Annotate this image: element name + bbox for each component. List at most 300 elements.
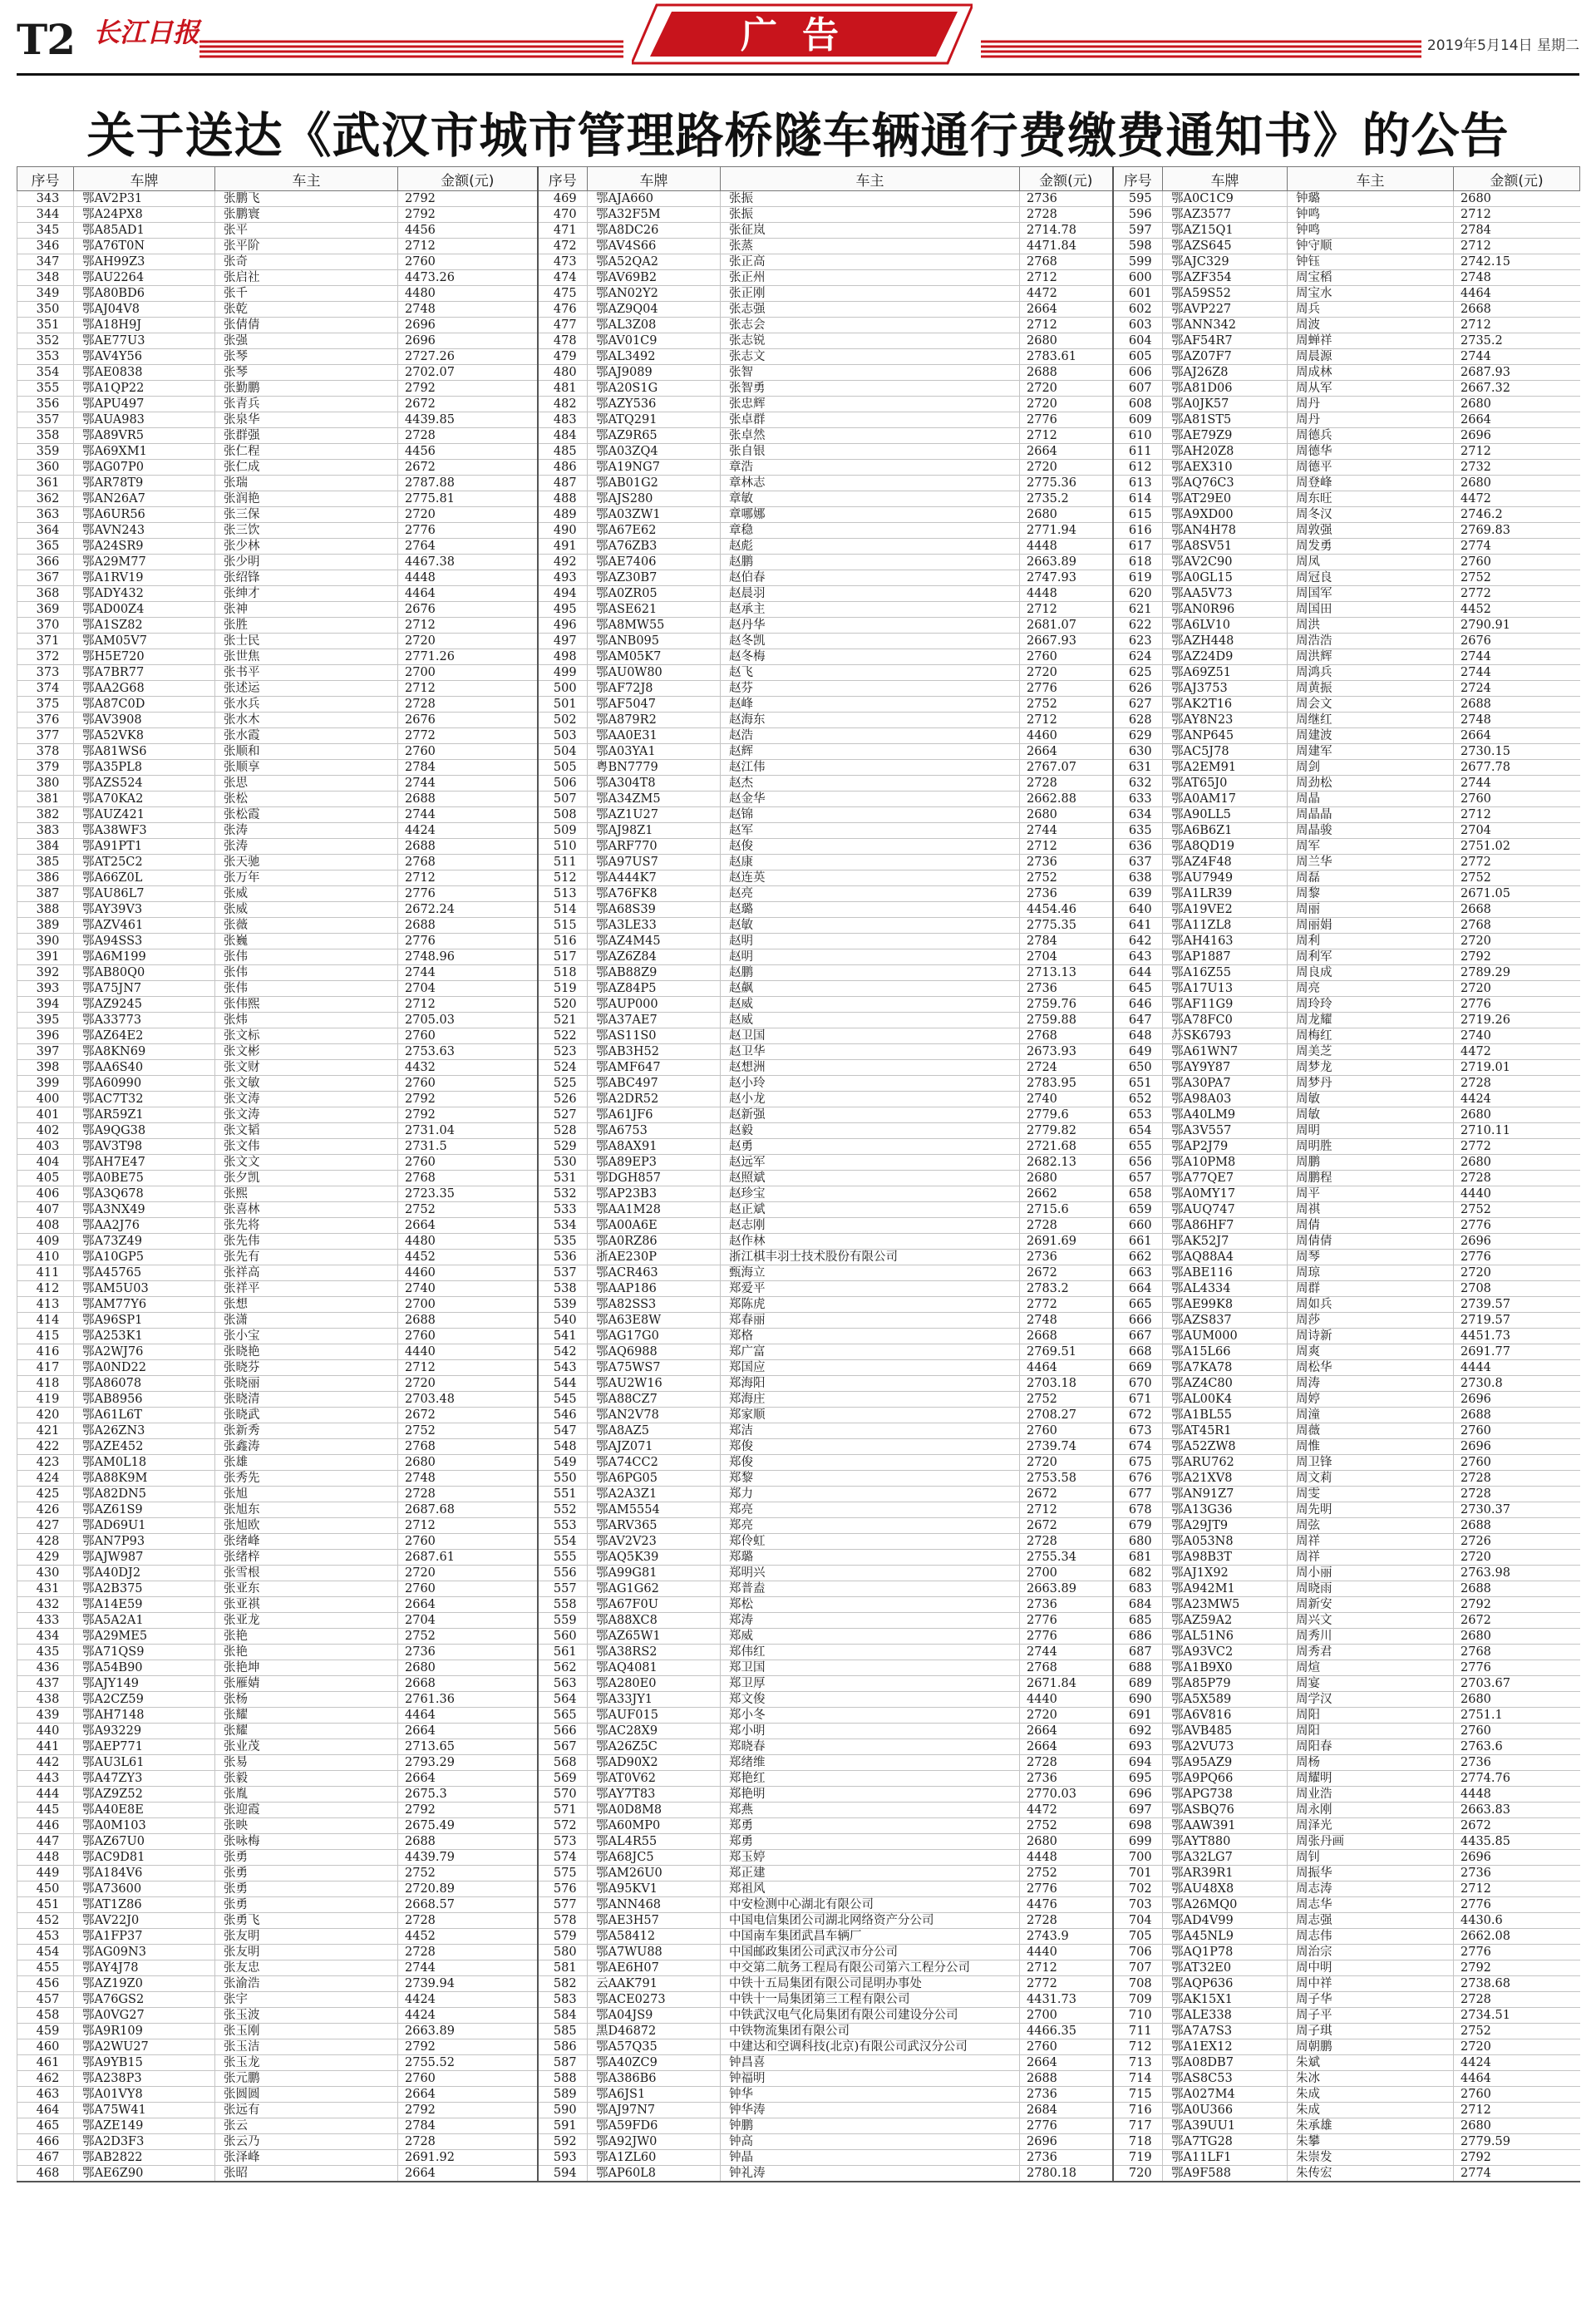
cell-owner: 张文韬 [215, 1123, 398, 1139]
cell-plate: 鄂AA6S40 [74, 1060, 215, 1076]
cell-amount: 2760 [1454, 792, 1580, 807]
cell-owner: 张涛 [215, 823, 398, 839]
cell-owner: 章浩 [721, 460, 1020, 476]
cell-amount: 2764 [398, 539, 538, 555]
cell-amount: 2748 [1454, 713, 1580, 728]
table-row [17, 302, 1580, 318]
cell-seq: 366 [17, 555, 74, 570]
cell-plate: 鄂A0ZR05 [588, 586, 721, 602]
cell-owner: 郑亮 [721, 1502, 1020, 1518]
cell-plate: 鄂A0MY17 [1163, 1186, 1288, 1202]
cell-amount: 2780.18 [1020, 2166, 1113, 2182]
cell-amount: 2772 [398, 728, 538, 744]
table-row [17, 2008, 1580, 2024]
cell-amount: 2744 [1454, 665, 1580, 681]
cell-plate: 鄂A444K7 [588, 870, 721, 886]
cell-plate: 鄂A98B3T [1163, 1550, 1288, 1566]
cell-seq: 543 [538, 1360, 588, 1376]
cell-plate: 鄂A54B90 [74, 1660, 215, 1676]
cell-seq: 439 [17, 1708, 74, 1724]
table-row [17, 1976, 1580, 1992]
cell-seq: 639 [1113, 886, 1163, 902]
cell-amount: 2680 [398, 1455, 538, 1471]
cell-amount: 2746.2 [1454, 507, 1580, 523]
cell-plate: 鄂AZ15Q1 [1163, 223, 1288, 239]
cell-seq: 647 [1113, 1013, 1163, 1028]
table-row [17, 1044, 1580, 1060]
cell-owner: 中国电信集团公司湖北网络资产分公司 [721, 1913, 1020, 1929]
cell-seq: 604 [1113, 333, 1163, 349]
table-row [17, 1960, 1580, 1976]
table-row [17, 2150, 1580, 2166]
cell-seq: 429 [17, 1550, 74, 1566]
cell-amount: 2712 [1020, 428, 1113, 444]
cell-plate: 鄂A6PG05 [588, 1471, 721, 1487]
cell-seq: 539 [538, 1297, 588, 1313]
table-row [17, 1439, 1580, 1455]
cell-owner: 张水木 [215, 713, 398, 728]
cell-amount: 2752 [1020, 697, 1113, 713]
cell-plate: 鄂A76FK8 [588, 886, 721, 902]
cell-owner: 周东旺 [1288, 491, 1454, 507]
cell-amount: 2755.52 [398, 2055, 538, 2071]
cell-plate: 鄂ANB095 [588, 634, 721, 649]
cell-amount: 2728 [398, 1913, 538, 1929]
cell-plate: 鄂AT65J0 [1163, 776, 1288, 792]
cell-seq: 423 [17, 1455, 74, 1471]
table-row [17, 1265, 1580, 1281]
cell-seq: 592 [538, 2134, 588, 2150]
cell-plate: 鄂AT29E0 [1163, 491, 1288, 507]
col-header-owner: 车主 [1288, 167, 1454, 191]
cell-owner: 张胜 [215, 618, 398, 634]
cell-amount: 2768 [1020, 254, 1113, 270]
table-row [17, 1518, 1580, 1534]
cell-amount: 2703.18 [1020, 1376, 1113, 1392]
cell-owner: 周德平 [1288, 460, 1454, 476]
cell-seq: 481 [538, 381, 588, 397]
cell-plate: 鄂A5A2A1 [74, 1613, 215, 1629]
cell-plate: 鄂A74CC2 [588, 1455, 721, 1471]
cell-plate: 浙AE230P [588, 1250, 721, 1265]
cell-amount: 2783.95 [1020, 1076, 1113, 1092]
cell-owner: 郑广富 [721, 1344, 1020, 1360]
table-row [17, 1708, 1580, 1724]
cell-owner: 周永刚 [1288, 1803, 1454, 1818]
table-row [17, 1992, 1580, 2008]
cell-plate: 鄂AC28X9 [588, 1724, 721, 1739]
cell-seq: 510 [538, 839, 588, 855]
cell-owner: 张咏梅 [215, 1834, 398, 1850]
table-row [17, 1834, 1580, 1850]
table-row [17, 1092, 1580, 1107]
cell-plate: 鄂AB80Q0 [74, 965, 215, 981]
cell-owner: 张鹏寰 [215, 207, 398, 223]
cell-plate: 鄂AZ9245 [74, 997, 215, 1013]
table-row [17, 1107, 1580, 1123]
cell-owner: 张艳 [215, 1645, 398, 1660]
table-row [17, 428, 1580, 444]
cell-plate: 鄂A04JS9 [588, 2008, 721, 2024]
cell-owner: 周劲松 [1288, 776, 1454, 792]
cell-owner: 张水霞 [215, 728, 398, 744]
cell-amount: 2688 [1454, 1581, 1580, 1597]
cell-plate: 鄂A75W41 [74, 2103, 215, 2118]
cell-plate: 鄂AE77U3 [74, 333, 215, 349]
cell-seq: 469 [538, 191, 588, 207]
cell-owner: 张迎霞 [215, 1803, 398, 1818]
cell-plate: 鄂A88K9M [74, 1471, 215, 1487]
cell-amount: 2755.34 [1020, 1550, 1113, 1566]
cell-seq: 664 [1113, 1281, 1163, 1297]
cell-seq: 688 [1113, 1660, 1163, 1676]
cell-owner: 郑艳明 [721, 1787, 1020, 1803]
cell-owner: 张乾 [215, 302, 398, 318]
cell-owner: 周爽 [1288, 1344, 1454, 1360]
cell-plate: 鄂AB8956 [74, 1392, 215, 1408]
cell-owner: 周雯 [1288, 1487, 1454, 1502]
cell-amount: 2760 [1020, 649, 1113, 665]
cell-plate: 鄂A0D8M8 [588, 1803, 721, 1818]
cell-amount: 2712 [398, 870, 538, 886]
cell-plate: 鄂A00A6E [588, 1218, 721, 1234]
cell-owner: 张振 [721, 207, 1020, 223]
cell-owner: 周会文 [1288, 697, 1454, 713]
cell-seq: 546 [538, 1408, 588, 1423]
cell-amount: 4430.6 [1454, 1913, 1580, 1929]
cell-owner: 张征岚 [721, 223, 1020, 239]
cell-seq: 655 [1113, 1139, 1163, 1155]
cell-amount: 2739.57 [1454, 1297, 1580, 1313]
cell-seq: 443 [17, 1771, 74, 1787]
cell-owner: 周国田 [1288, 602, 1454, 618]
cell-seq: 355 [17, 381, 74, 397]
cell-plate: 鄂A9XD00 [1163, 507, 1288, 523]
cell-seq: 470 [538, 207, 588, 223]
table-row [17, 981, 1580, 997]
cell-seq: 703 [1113, 1897, 1163, 1913]
cell-plate: 鄂ARV365 [588, 1518, 721, 1534]
cell-plate: 鄂A0VG27 [74, 2008, 215, 2024]
cell-seq: 569 [538, 1771, 588, 1787]
cell-seq: 433 [17, 1613, 74, 1629]
cell-seq: 514 [538, 902, 588, 918]
cell-plate: 鄂A52VK8 [74, 728, 215, 744]
cell-plate: 鄂A0C1C9 [1163, 191, 1288, 207]
cell-owner: 张雪根 [215, 1566, 398, 1581]
cell-amount: 2776 [1454, 1945, 1580, 1960]
cell-plate: 鄂AZ9Q04 [588, 302, 721, 318]
cell-seq: 465 [17, 2118, 74, 2134]
cell-amount: 2668 [1454, 302, 1580, 318]
cell-owner: 朱承雄 [1288, 2118, 1454, 2134]
cell-amount: 2688 [398, 1834, 538, 1850]
cell-seq: 449 [17, 1866, 74, 1881]
cell-owner: 周兵 [1288, 302, 1454, 318]
cell-amount: 4448 [1454, 1787, 1580, 1803]
col-header-seq: 序号 [17, 167, 74, 191]
cell-seq: 502 [538, 713, 588, 728]
masthead-rule [17, 73, 1579, 76]
cell-plate: 鄂AR39R1 [1163, 1866, 1288, 1881]
cell-plate: 鄂A0AM17 [1163, 792, 1288, 807]
cell-amount: 2664 [1020, 302, 1113, 318]
cell-plate: 鄂A88CZ7 [588, 1392, 721, 1408]
cell-owner: 钟钰 [1288, 254, 1454, 270]
cell-plate: 鄂AV2V23 [588, 1534, 721, 1550]
cell-seq: 466 [17, 2134, 74, 2150]
cell-amount: 2714.78 [1020, 223, 1113, 239]
cell-amount: 2691.92 [398, 2150, 538, 2166]
cell-owner: 张文涛 [215, 1092, 398, 1107]
cell-amount: 4448 [1020, 539, 1113, 555]
cell-owner: 周群 [1288, 1281, 1454, 1297]
cell-seq: 696 [1113, 1787, 1163, 1803]
cell-amount: 2680 [398, 1660, 538, 1676]
cell-amount: 2664 [398, 1724, 538, 1739]
cell-plate: 鄂A6V816 [1163, 1708, 1288, 1724]
cell-seq: 621 [1113, 602, 1163, 618]
cell-seq: 684 [1113, 1597, 1163, 1613]
cell-seq: 396 [17, 1028, 74, 1044]
table-row [17, 807, 1580, 823]
cell-amount: 2720 [398, 634, 538, 649]
cell-owner: 张鹏飞 [215, 191, 398, 207]
cell-seq: 458 [17, 2008, 74, 2024]
cell-amount: 2752 [398, 1866, 538, 1881]
cell-seq: 679 [1113, 1518, 1163, 1534]
cell-plate: 鄂A87C0D [74, 697, 215, 713]
cell-plate: 鄂A7TG28 [1163, 2134, 1288, 2150]
cell-amount: 2696 [1454, 1850, 1580, 1866]
cell-amount: 2727.26 [398, 349, 538, 365]
cell-owner: 赵照斌 [721, 1171, 1020, 1186]
cell-seq: 457 [17, 1992, 74, 2008]
cell-seq: 438 [17, 1692, 74, 1708]
cell-seq: 375 [17, 697, 74, 713]
cell-plate: 鄂AT1Z86 [74, 1897, 215, 1913]
cell-plate: 鄂A40LM9 [1163, 1107, 1288, 1123]
cell-seq: 472 [538, 239, 588, 254]
cell-amount: 2664 [1020, 444, 1113, 460]
cell-owner: 张文涛 [215, 1107, 398, 1123]
cell-plate: 鄂AP23B3 [588, 1186, 721, 1202]
cell-seq: 678 [1113, 1502, 1163, 1518]
cell-owner: 张绅才 [215, 586, 398, 602]
cell-seq: 397 [17, 1044, 74, 1060]
cell-owner: 朱成 [1288, 2103, 1454, 2118]
cell-owner: 张书平 [215, 665, 398, 681]
cell-plate: 鄂AQP636 [1163, 1976, 1288, 1992]
cell-amount: 4454.46 [1020, 902, 1113, 918]
cell-owner: 张小宝 [215, 1329, 398, 1344]
cell-seq: 618 [1113, 555, 1163, 570]
cell-seq: 432 [17, 1597, 74, 1613]
cell-seq: 581 [538, 1960, 588, 1976]
cell-seq: 430 [17, 1566, 74, 1581]
cell-plate: 鄂AVN243 [74, 523, 215, 539]
cell-amount: 2752 [1020, 1866, 1113, 1881]
cell-seq: 394 [17, 997, 74, 1013]
cell-plate: 鄂AA2J76 [74, 1218, 215, 1234]
cell-amount: 2712 [398, 618, 538, 634]
issue-date: 2019年5月14日 星期二 [1426, 37, 1579, 54]
cell-owner: 张云乃 [215, 2134, 398, 2150]
cell-seq: 682 [1113, 1566, 1163, 1581]
table-row [17, 602, 1580, 618]
cell-plate: 鄂A68JC5 [588, 1850, 721, 1866]
cell-owner: 张威 [215, 902, 398, 918]
cell-owner: 张雄 [215, 1455, 398, 1471]
cell-amount: 2680 [1454, 1629, 1580, 1645]
cell-seq: 451 [17, 1897, 74, 1913]
cell-owner: 赵威 [721, 1013, 1020, 1028]
cell-seq: 344 [17, 207, 74, 223]
cell-seq: 712 [1113, 2039, 1163, 2055]
cell-plate: 鄂A10PM8 [1163, 1155, 1288, 1171]
cell-seq: 476 [538, 302, 588, 318]
cell-plate: 鄂A33773 [74, 1013, 215, 1028]
cell-owner: 赵璐 [721, 902, 1020, 918]
cell-amount: 2712 [398, 239, 538, 254]
cell-seq: 425 [17, 1487, 74, 1502]
cell-owner: 赵正斌 [721, 1202, 1020, 1218]
cell-amount: 2720 [1454, 981, 1580, 997]
cell-plate: 鄂AZ30B7 [588, 570, 721, 586]
cell-amount: 2662.08 [1454, 1929, 1580, 1945]
cell-owner: 张勇 [215, 1881, 398, 1897]
cell-plate: 鄂AUM000 [1163, 1329, 1288, 1344]
cell-plate: 鄂AEX310 [1163, 460, 1288, 476]
cell-owner: 郑伶虹 [721, 1534, 1020, 1550]
col-header-owner: 车主 [721, 167, 1020, 191]
table-row [17, 965, 1580, 981]
cell-seq: 560 [538, 1629, 588, 1645]
cell-owner: 郑小冬 [721, 1708, 1020, 1724]
cell-owner: 郑明兴 [721, 1566, 1020, 1581]
cell-plate: 鄂A33JY1 [588, 1692, 721, 1708]
cell-plate: 鄂AU0W80 [588, 665, 721, 681]
cell-amount: 2774 [1454, 539, 1580, 555]
cell-seq: 515 [538, 918, 588, 934]
cell-owner: 赵芬 [721, 681, 1020, 697]
cell-seq: 572 [538, 1818, 588, 1834]
cell-plate: 鄂A45NL9 [1163, 1929, 1288, 1945]
col-header-amount: 金额(元) [1454, 167, 1580, 191]
cell-amount: 2760 [1454, 1724, 1580, 1739]
cell-plate: 鄂AUF015 [588, 1708, 721, 1724]
cell-plate: 鄂A92JW0 [588, 2134, 721, 2150]
cell-plate: 鄂A23MW5 [1163, 1597, 1288, 1613]
cell-plate: 鄂A8MW55 [588, 618, 721, 634]
cell-plate: 鄂AMF647 [588, 1060, 721, 1076]
cell-owner: 赵连英 [721, 870, 1020, 886]
cell-amount: 2664 [1020, 1739, 1113, 1755]
cell-seq: 714 [1113, 2071, 1163, 2087]
cell-plate: 鄂AL51N6 [1163, 1629, 1288, 1645]
cell-seq: 625 [1113, 665, 1163, 681]
table-row [17, 1344, 1580, 1360]
cell-owner: 周小丽 [1288, 1566, 1454, 1581]
cell-owner: 赵明 [721, 934, 1020, 949]
cell-owner: 赵卫国 [721, 1028, 1020, 1044]
cell-amount: 2776 [1454, 1250, 1580, 1265]
cell-seq: 642 [1113, 934, 1163, 949]
cell-owner: 周平 [1288, 1186, 1454, 1202]
cell-plate: 鄂AZS837 [1163, 1313, 1288, 1329]
cell-owner: 张述运 [215, 681, 398, 697]
cell-seq: 456 [17, 1976, 74, 1992]
cell-owner: 张智 [721, 365, 1020, 381]
cell-owner: 张文伟 [215, 1139, 398, 1155]
cell-seq: 407 [17, 1202, 74, 1218]
cell-amount: 2703.48 [398, 1392, 538, 1408]
cell-amount: 2712 [1454, 444, 1580, 460]
cell-plate: 鄂AUZ421 [74, 807, 215, 823]
cell-seq: 479 [538, 349, 588, 365]
cell-owner: 张智勇 [721, 381, 1020, 397]
cell-seq: 598 [1113, 239, 1163, 254]
cell-plate: 鄂A6B6Z1 [1163, 823, 1288, 839]
cell-plate: 鄂AC5J78 [1163, 744, 1288, 760]
cell-owner: 周志华 [1288, 1897, 1454, 1913]
cell-amount: 4464 [1020, 1360, 1113, 1376]
cell-owner: 张亚祺 [215, 1597, 398, 1613]
cell-plate: 鄂AR78T9 [74, 476, 215, 491]
cell-seq: 383 [17, 823, 74, 839]
cell-owner: 钟鹏 [721, 2118, 1020, 2134]
cell-owner: 张耀 [215, 1724, 398, 1739]
cell-seq: 406 [17, 1186, 74, 1202]
cell-amount: 2776 [1454, 1660, 1580, 1676]
cell-amount: 2712 [1020, 602, 1113, 618]
cell-amount: 2728 [1454, 1076, 1580, 1092]
cell-plate: 鄂A86078 [74, 1376, 215, 1392]
cell-plate: 鄂AM5554 [588, 1502, 721, 1518]
cell-owner: 周洪 [1288, 618, 1454, 634]
cell-plate: 鄂A89EP3 [588, 1155, 721, 1171]
cell-owner: 赵远军 [721, 1155, 1020, 1171]
cell-seq: 635 [1113, 823, 1163, 839]
cell-plate: 鄂A2B375 [74, 1581, 215, 1597]
cell-plate: 鄂AZ64E2 [74, 1028, 215, 1044]
cell-seq: 683 [1113, 1581, 1163, 1597]
table-row [17, 744, 1580, 760]
cell-seq: 370 [17, 618, 74, 634]
cell-seq: 345 [17, 223, 74, 239]
cell-seq: 431 [17, 1581, 74, 1597]
cell-amount: 2772 [1454, 586, 1580, 602]
cell-owner: 周中明 [1288, 1960, 1454, 1976]
table-row [17, 570, 1580, 586]
cell-amount: 2760 [398, 254, 538, 270]
cell-plate: 鄂A2A3Z1 [588, 1487, 721, 1502]
table-row [17, 649, 1580, 665]
cell-seq: 648 [1113, 1028, 1163, 1044]
cell-owner: 周美芝 [1288, 1044, 1454, 1060]
cell-amount: 2736 [1020, 1597, 1113, 1613]
cell-amount: 2768 [1454, 1645, 1580, 1660]
table-row [17, 333, 1580, 349]
table-row [17, 1566, 1580, 1581]
cell-amount: 2771.26 [398, 649, 538, 665]
cell-plate: 鄂A69XM1 [74, 444, 215, 460]
cell-owner: 甄海立 [721, 1265, 1020, 1281]
table-row [17, 1313, 1580, 1329]
cell-seq: 354 [17, 365, 74, 381]
cell-seq: 437 [17, 1676, 74, 1692]
cell-amount: 2752 [1020, 870, 1113, 886]
